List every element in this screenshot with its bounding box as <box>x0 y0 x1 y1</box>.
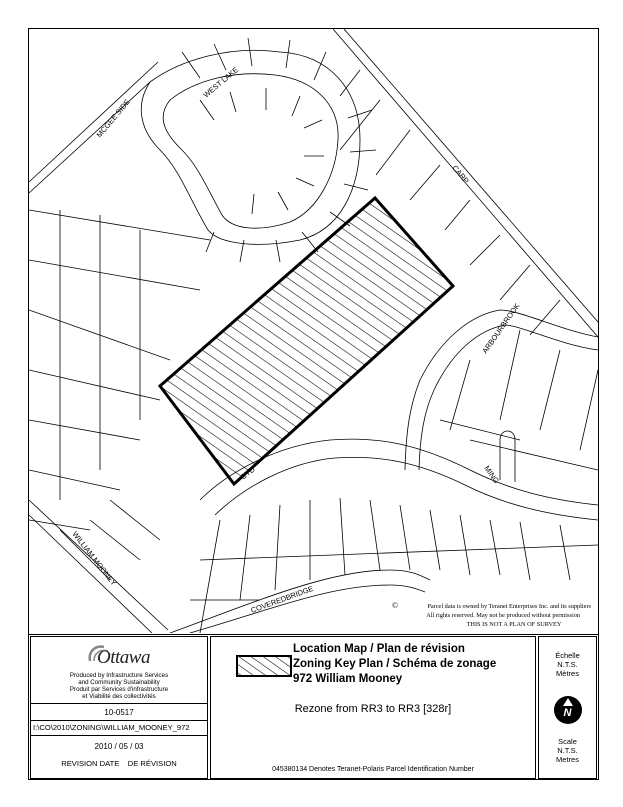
left-panel <box>30 636 208 779</box>
copyright-line-2: All rights reserved. May not be produced without permission <box>426 612 580 619</box>
file-number: 10-0517 <box>104 708 134 717</box>
ming-label: MING <box>482 463 501 486</box>
scale-bottom-3: Metres <box>556 755 579 764</box>
title-line-2: Zoning Key Plan / Schéma de zonage <box>293 658 497 670</box>
produced-by-fr-1: Produit par Services d'infrastructure <box>69 686 169 693</box>
scale-bottom-2: N.T.S. <box>557 746 578 755</box>
scale-top-1: Échelle <box>555 651 580 660</box>
rezone-text: Rezone from RR3 to RR3 [328r] <box>294 703 452 715</box>
file-path: I:\CO\2010\ZONING\WILLIAM_MOONEY_972 <box>33 723 190 732</box>
ming-road <box>500 431 515 482</box>
william-mooney-label: WILLIAM MOONEY <box>70 529 119 588</box>
row-divider-1 <box>31 703 207 704</box>
legend-hatch-swatch <box>236 655 292 677</box>
revision-date: 2010 / 05 / 03 <box>94 742 144 751</box>
west-lake-label: WEST LAKE <box>201 65 241 100</box>
copyright-line-1: Parcel data is owned by Teranet Enterprises Inc. and its suppliers <box>427 603 591 610</box>
produced-by-en-2: and Community Sustainability <box>78 679 160 686</box>
scale-bottom-1: Scale <box>558 737 577 746</box>
logo-text: Ottawa <box>97 647 150 668</box>
subject-parcel <box>160 198 453 484</box>
center-panel <box>210 636 536 779</box>
title-line-1: Location Map / Plan de révision <box>293 643 465 655</box>
scale-top-3: Mètres <box>556 669 579 678</box>
mcgee-side-label: MCGEE SIDE <box>94 97 132 140</box>
footnote: 045380134 Denotes Teranet-Polaris Parcel Identification Number <box>272 766 474 773</box>
map-divider <box>28 634 599 635</box>
copyright-line-3: THIS IS NOT A PLAN OF SURVEY <box>466 621 562 628</box>
right-panel <box>538 636 597 779</box>
row-divider-2 <box>31 720 207 721</box>
row-divider-3 <box>31 735 207 736</box>
title-line-3: 972 William Mooney <box>293 673 403 685</box>
cyd-label: CYD <box>238 464 257 482</box>
north-letter: N <box>563 707 572 719</box>
copyright-symbol: © <box>392 601 399 610</box>
produced-by-fr-2: et Viabilité des collectivités <box>82 693 156 700</box>
coveredbridge-label: COVEREDBRIDGE <box>249 583 315 615</box>
arbourbrook-label: ARBOURBROOK <box>480 301 522 356</box>
produced-by-en-1: Produced by Infrastructure Services <box>69 672 169 679</box>
mcgee-side-road <box>29 62 158 182</box>
revision-label: REVISION DATE DE RÉVISION <box>61 759 177 768</box>
carp-label: CARP <box>450 163 471 186</box>
scale-top-2: N.T.S. <box>557 660 578 669</box>
location-map <box>28 28 599 634</box>
west-lake-road <box>141 50 360 244</box>
